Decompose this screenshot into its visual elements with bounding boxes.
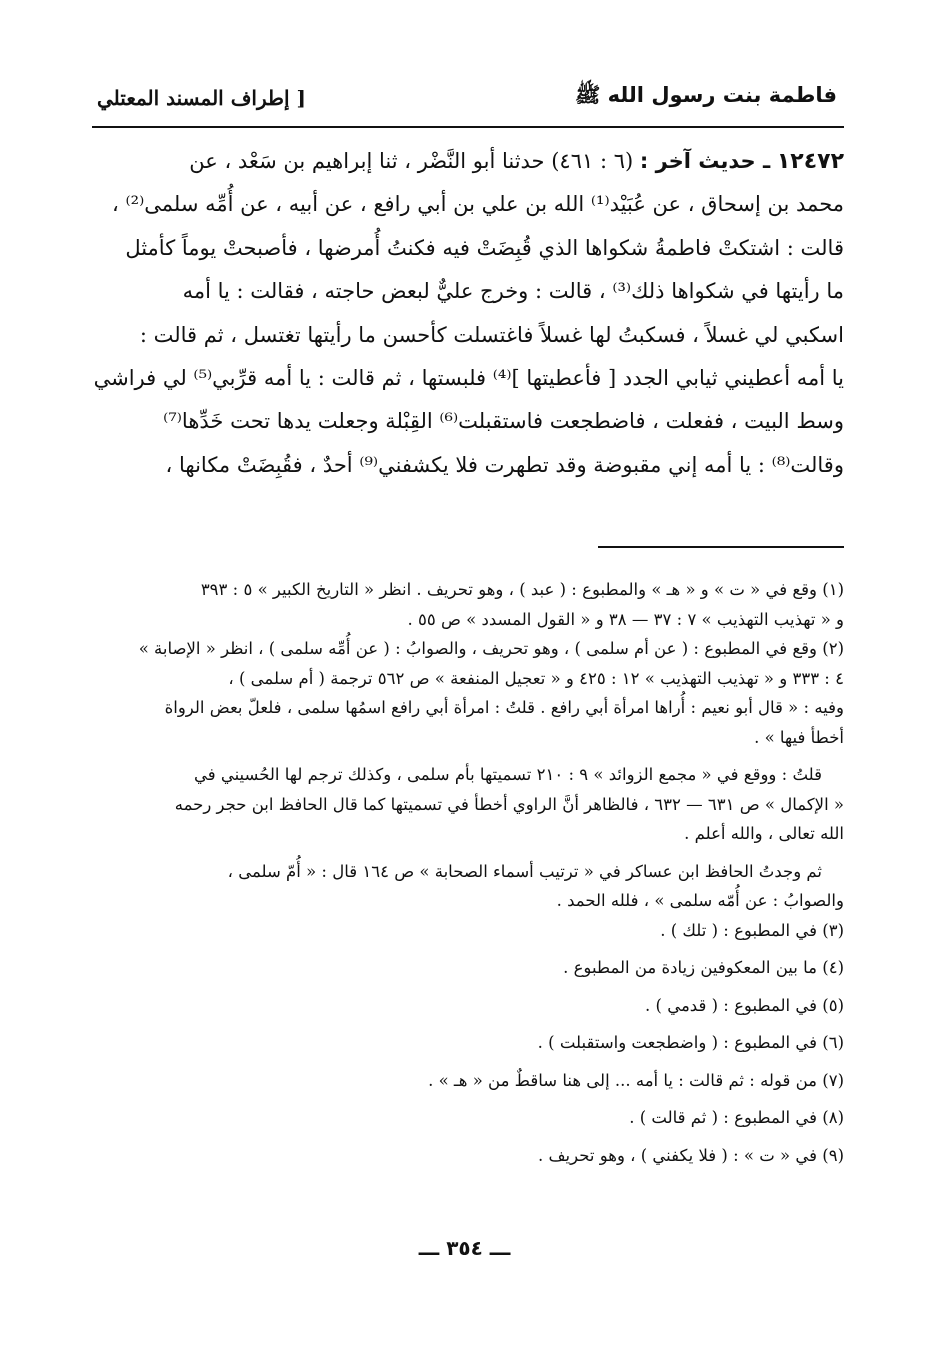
footnote-line: أخطأ فيها » . (754, 727, 844, 747)
hadith-line (92, 140, 844, 183)
footnote-line: ثم وجدتُ الحافظ ابن عساكر في « ترتيب أسماء الصحابة » ص ١٦٤ قال : « أُمّ سلمى ، (227, 861, 822, 881)
hadith-line: محمد بن إسحاق ، عن عُبَيْد⁽¹⁾ الله بن علي بن أبي رافع ، عن أبيه ، عن أُمِّه سلمى⁽²⁾ ، (112, 192, 844, 217)
footnote-line: وفيه : « قال أبو نعيم : أُراها امرأة أبي رافع . قلتُ : امرأة أبي رافع اسمُها سلمى ، فلعلّ بعض الرواة (164, 698, 844, 717)
hadith-line: وسط البيت ، ففعلت ، فاضطجعت فاستقبلت⁽⁶⁾ القِبْلة وجعلت يدها تحت خَدِّها⁽⁷⁾ (163, 409, 844, 434)
hadith-body (92, 140, 844, 487)
hadith-line: ما رأيتها في شكواها ذلك⁽³⁾ ، قالت : وخرج عليٌّ لبعض حاجته ، فقالت : يا أمه (182, 279, 844, 304)
footnotes (92, 575, 844, 1170)
footnote-line: « الإكمال » ص ٦٣١ — ٦٣٢ ، فالظاهر أنَّ الراوي أخطأ في تسميتها كما قال الحافظ ابن حجر رحمه (174, 794, 844, 814)
hadith-line: قالت : اشتكتْ فاطمةُ شكواها الذي قُبِضَتْ فيه فكنتُ أُمرضها ، فأصبحتْ يوماً كأمثل (125, 235, 844, 260)
hadith-label: ـ حديث آخر : (639, 149, 771, 173)
footnote-line: (٤) ما بين المعكوفين زيادة من المطبوع . (563, 958, 844, 977)
hadith-line-text: (٦ : ٤٦١) حدثنا أبو النَّضْر ، ثنا إبراهيم بن سَعْد ، عن (189, 149, 634, 173)
page-number: ـــ ٣٥٤ ـــ (418, 1236, 511, 1260)
hadith-line: يا أمه أعطيني ثيابي الجدد [ فأعطيتها ]⁽⁴⁾ فلبستها ، ثم قالت : يا أمه قرِّبي⁽⁵⁾ لي فراشي (93, 366, 844, 391)
running-title: فاطمة بنت رسول الله ﷺ (574, 83, 837, 107)
footnote-line: (١) وقع في « ت » و « هـ » والمطبوع : ( عبد ) ، وهو تحريف . انظر « التاريخ الكبير » ٥ : ٣٩٣ (200, 580, 844, 599)
hadith-line: وقالت⁽⁸⁾ : يا أمه إني مقبوضة وقد تطهرت فلا يكشفني⁽⁹⁾ أحدٌ ، فقُبِضَتْ مكانها ، (165, 452, 844, 477)
footnote-line: (٥) في المطبوع : ( قدمي ) . (645, 995, 844, 1015)
footnote-line: (٦) في المطبوع : ( واضطجعت واستقبلت ) . (537, 1033, 844, 1052)
footnote-line: (٨) في المطبوع : ( ثم قالت ) . (629, 1108, 844, 1127)
footnote-line: (٩) في « ت » : ( فلا يكفني ) ، وهو تحريف . (537, 1145, 844, 1165)
footnote-line: و « تهذيب التهذيب » ٧ : ٣٧ — ٣٨ و « القول المسدد » ص ٥٥ . (407, 609, 844, 629)
header-divider (92, 126, 844, 128)
footnote-line: قلتُ : ووقع في « مجمع الزوائد » ٩ : ٢١٠ تسميتها بأم سلمى ، وكذلك ترجم لها الحُسيني في (193, 765, 822, 784)
footnote-line: (٣) في المطبوع : ( تلك ) . (660, 920, 844, 940)
footnote-line: (٢) وقع في المطبوع : ( عن أم سلمى ) ، وهو تحريف ، والصوابُ : ( عن أُمِّه سلمى ) ، انظر « الإصابة » (138, 639, 844, 658)
footnote-line: والصوابُ : عن أُمّه سلمى » ، فلله الحمد . (556, 891, 844, 910)
footnote-divider (598, 546, 844, 548)
footnote-line: الله تعالى ، والله أعلم . (684, 824, 844, 843)
footnote-line: ٤ : ٣٣٣ و « تهذيب التهذيب » ١٢ : ٤٢٥ و « تعجيل المنفعة » ص ٥٦٢ ترجمة ( أم سلمى ) ، (228, 668, 844, 688)
running-section-title: [ إطراف المسند المعتلي (97, 86, 306, 110)
hadith-number: ١٢٤٧٢ (776, 149, 844, 174)
hadith-line: اسكبي لي غسلاً ، فسكبتُ لها غسلاً فاغتسلت كأحسن ما رأيتها تغتسل ، ثم قالت : (139, 322, 844, 347)
footnote-line: (٧) من قوله : ثم قالت : يا أمه ... إلى هنا ساقطٌ من « هـ » . (428, 1070, 844, 1090)
